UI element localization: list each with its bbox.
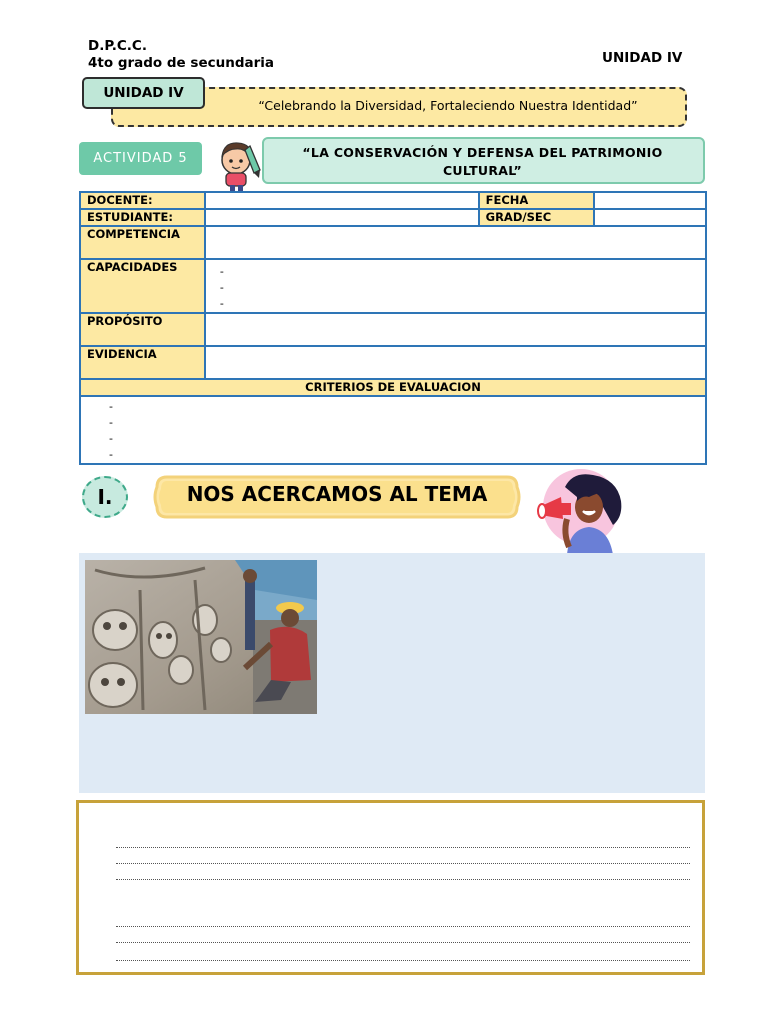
header-left — [88, 38, 274, 72]
estudiante-field[interactable] — [205, 209, 479, 226]
gradsec-field[interactable] — [594, 209, 706, 226]
list-item: - — [109, 416, 113, 429]
activity-info-table — [79, 191, 707, 465]
fecha-field[interactable] — [594, 192, 706, 209]
activity-tag: ACTIVIDAD 5 — [79, 142, 202, 175]
unit-label-right: UNIDAD IV — [602, 50, 683, 66]
list-item: - — [109, 400, 113, 413]
unidad-tag: UNIDAD IV — [82, 77, 205, 109]
org-name: D.P.C.C. — [88, 38, 147, 54]
writing-line — [116, 926, 690, 927]
list-item: - — [109, 448, 113, 461]
competencia-label: COMPETENCIA — [80, 226, 205, 259]
criterios-header: CRITERIOS DE EVALUACION — [80, 379, 706, 396]
capacidades-label: CAPACIDADES — [80, 259, 205, 313]
writing-line — [116, 879, 690, 880]
competencia-field[interactable] — [205, 226, 706, 259]
activity-title-line2: CULTURAL” — [442, 163, 523, 178]
proposito-label: PROPÓSITO — [80, 313, 205, 346]
fecha-label: FECHA — [479, 192, 595, 209]
grade-label: 4to grado de secundaria — [88, 55, 274, 71]
estudiante-label: ESTUDIANTE: — [80, 209, 205, 226]
section-number: I. — [82, 476, 128, 518]
writing-line — [116, 960, 690, 961]
docente-label: DOCENTE: — [80, 192, 205, 209]
writing-line — [116, 863, 690, 864]
writing-line — [116, 847, 690, 848]
heritage-photo — [85, 560, 317, 714]
evidencia-field[interactable] — [205, 346, 706, 379]
girl-megaphone-icon — [533, 467, 637, 555]
activity-title — [270, 144, 695, 180]
capacidades-field[interactable] — [205, 259, 706, 313]
gradsec-label: GRAD/SEC — [479, 209, 595, 226]
activity-title-line1: “LA CONSERVACIÓN Y DEFENSA DEL PATRIMONIO — [302, 145, 663, 160]
list-item: - — [219, 297, 224, 310]
criterios-list — [87, 397, 699, 463]
criterios-field[interactable] — [80, 396, 706, 464]
writing-box[interactable] — [76, 800, 705, 975]
proposito-field[interactable] — [205, 313, 706, 346]
writing-line — [116, 942, 690, 943]
boy-writing-icon — [214, 136, 264, 192]
evidencia-label: EVIDENCIA — [80, 346, 205, 379]
list-item: - — [109, 432, 113, 445]
list-item: - — [219, 281, 224, 294]
section-title: NOS ACERCAMOS AL TEMA — [186, 482, 488, 506]
docente-field[interactable] — [205, 192, 479, 209]
list-item: - — [219, 265, 224, 278]
capacidades-list — [212, 260, 699, 312]
unidad-quote: “Celebrando la Diversidad, Fortaleciendo Nuestra Identidad” — [258, 98, 638, 113]
